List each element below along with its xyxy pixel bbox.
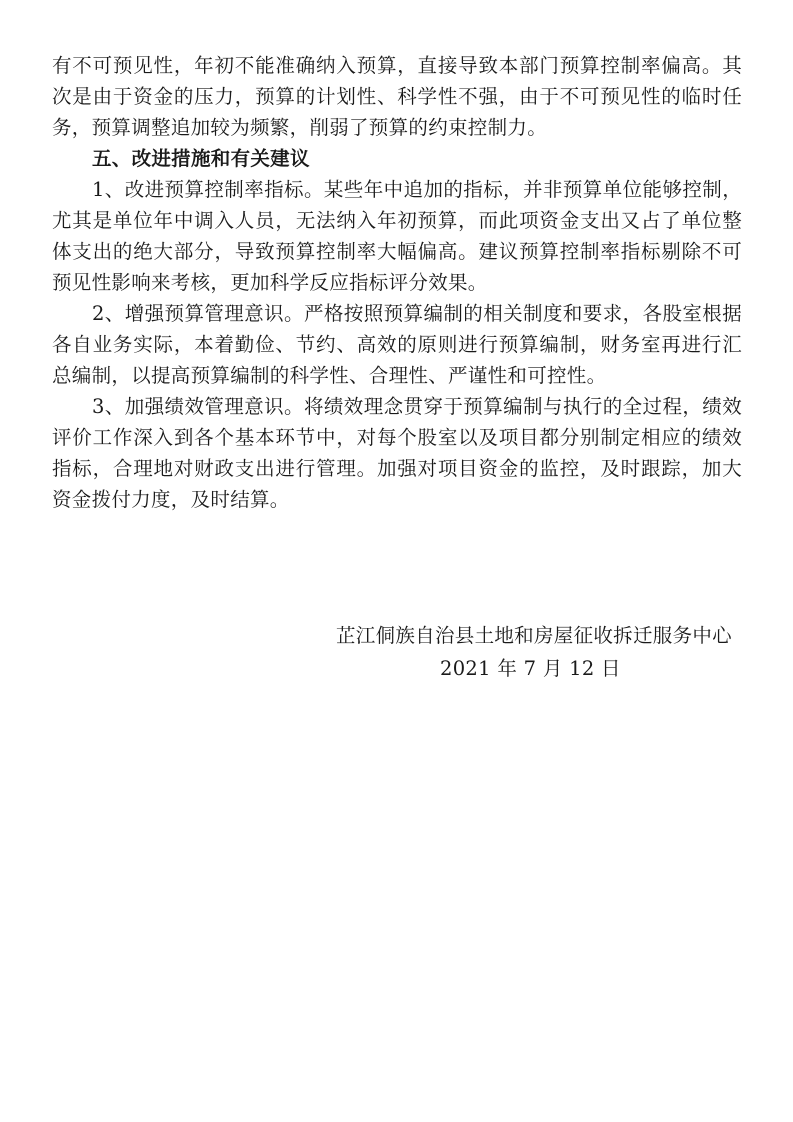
signature-organization: 芷江侗族自治县土地和房屋征收拆迁服务中心 (335, 624, 732, 647)
signature-date: 2021 年 7 月 12 日 (440, 657, 621, 680)
paragraph-item-1: 1、改进预算控制率指标。某些年中追加的指标，并非预算单位能够控制，尤其是单位年中调入人员，无法纳入年初预算，而此项资金支出又占了单位整体支出的绝大部分，导致预算控制率大幅偏高。建议预算控制率指标剔除不可预见性影响来考核，更加科学反应指标评分效果。 (52, 178, 742, 294)
document-body (52, 50, 742, 515)
paragraph-continuation: 有不可预见性，年初不能准确纳入预算，直接导致本部门预算控制率偏高。其次是由于资金的压力，预算的计划性、科学性不强，由于不可预见性的临时任务，预算调整追加较为频繁，削弱了预算的约束控制力。 (52, 54, 742, 139)
paragraph-item-3: 3、加强绩效管理意识。将绩效理念贯穿于预算编制与执行的全过程，绩效评价工作深入到各个基本环节中，对每个股室以及项目都分别制定相应的绩效指标，合理地对财政支出进行管理。加强对项目资金的监控，及时跟踪，加大资金拨付力度，及时结算。 (52, 395, 742, 511)
section-heading-improvement-measures: 五、改进措施和有关建议 (91, 147, 310, 170)
paragraph-item-2: 2、增强预算管理意识。严格按照预算编制的相关制度和要求，各股室根据各自业务实际，本着勤俭、节约、高效的原则进行预算编制，财务室再进行汇总编制，以提高预算编制的科学性、合理性、严谨性和可控性。 (52, 302, 742, 387)
